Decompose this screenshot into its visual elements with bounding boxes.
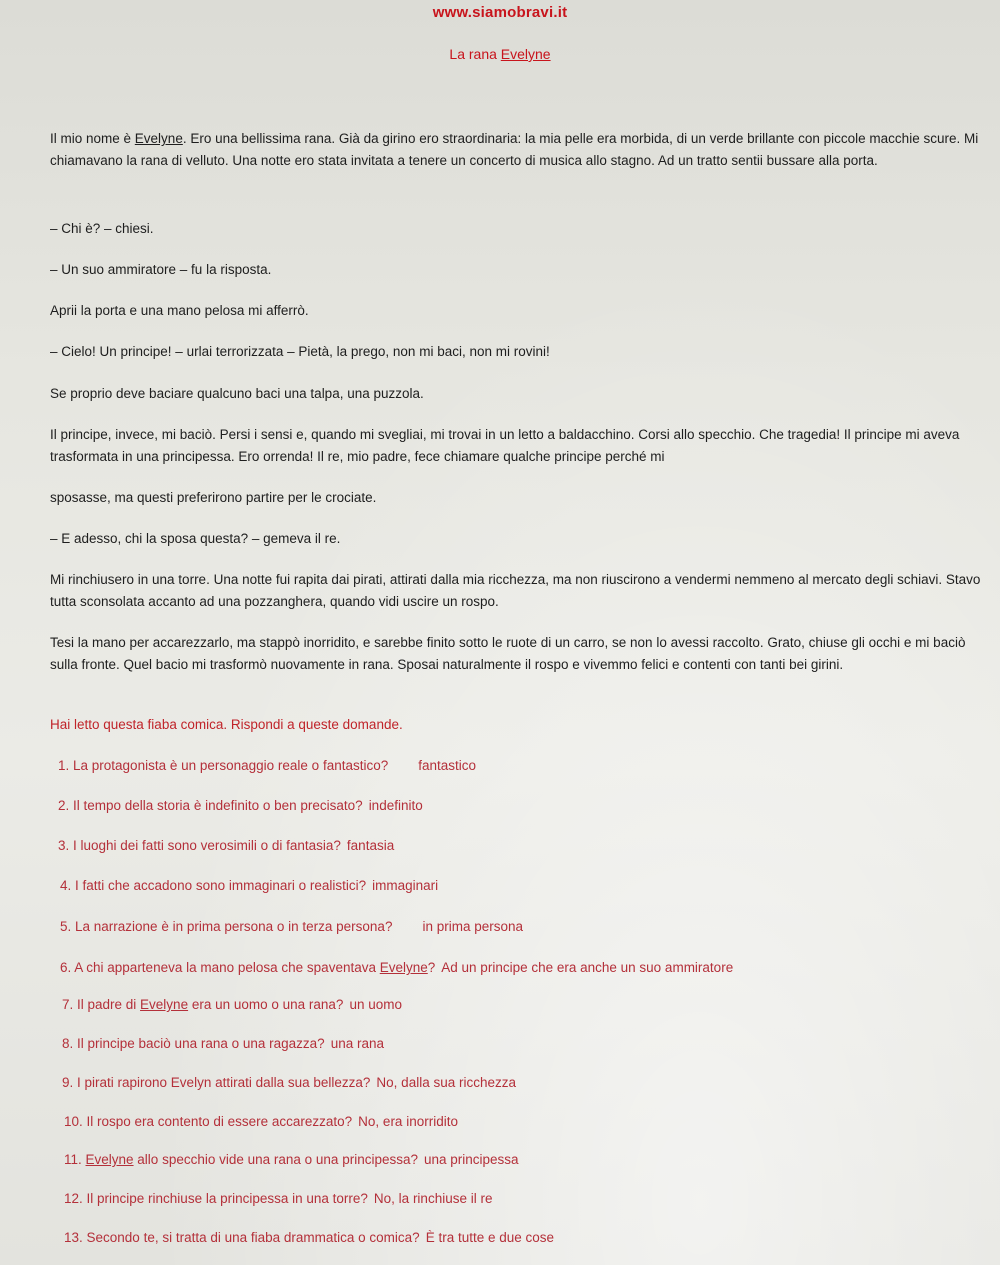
question-text-end: allo specchio vide una rana o una principessa? bbox=[133, 1152, 418, 1167]
story-paragraph-9: – E adesso, chi la sposa questa? – gemeva il re. bbox=[50, 531, 341, 546]
story-paragraph-6: Se proprio deve baciare qualcuno baci una talpa, una puzzola. bbox=[50, 386, 424, 401]
question-3 bbox=[58, 836, 394, 856]
story-title-prefix: La rana bbox=[449, 46, 501, 62]
answer-text: una principessa bbox=[423, 1152, 519, 1167]
question-text: 12. Il principe rinchiuse la principessa in una torre? bbox=[64, 1191, 368, 1206]
question-name: Evelyne bbox=[379, 960, 428, 975]
question-11 bbox=[64, 1150, 519, 1170]
question-text-end: ? bbox=[427, 960, 436, 975]
paragraph-1-start: Il mio nome è bbox=[50, 131, 135, 146]
story-paragraph-11: Tesi la mano per accarezzarlo, ma stappò inorridito, e sarebbe finito sotto le ruote di un carro, se non lo avessi raccolto. Grato, chiuse gli occhi e mi baciò sulla fronte. Quel bacio mi trasformò nuovamente in rana. Sposai naturalmente il rospo e vivemmo felici e contenti con tanti bei girini. bbox=[50, 635, 966, 672]
answer-text: in prima persona bbox=[422, 919, 524, 934]
question-text: 10. Il rospo era contento di essere accarezzato? bbox=[64, 1114, 353, 1129]
question-text: 3. I luoghi dei fatti sono verosimili o di fantasia? bbox=[58, 838, 341, 853]
question-text: 4. I fatti che accadono sono immaginari o realistici? bbox=[60, 878, 367, 893]
question-text-start: 7. Il padre di bbox=[62, 997, 141, 1012]
question-name: Evelyne bbox=[85, 1152, 134, 1167]
question-text: 8. Il principe baciò una rana o una ragazza? bbox=[62, 1036, 325, 1051]
answer-text: No, era inorridito bbox=[358, 1114, 458, 1129]
answer-text: No, dalla sua ricchezza bbox=[376, 1075, 516, 1090]
question-text-end: era un uomo o una rana? bbox=[188, 997, 344, 1012]
story-title-name: Evelyne bbox=[500, 46, 551, 62]
question-1 bbox=[58, 756, 476, 776]
question-9 bbox=[62, 1073, 516, 1093]
paragraph-1-rest: . Ero una bellissima rana. Già da girino ero straordinaria: la mia pelle era morbida, di un verde brillante con piccole macchie scure. Mi chiamavano la rana di velluto. Una notte ero stata invitata a tenere un concerto di musica allo stagno. Ad un tratto sentii bussare alla porta. bbox=[50, 131, 979, 168]
question-12 bbox=[64, 1189, 492, 1209]
question-text: 5. La narrazione è in prima persona o in terza persona? bbox=[60, 919, 393, 934]
question-10 bbox=[64, 1112, 458, 1132]
instructions: Hai letto questa fiaba comica. Rispondi a queste domande. bbox=[50, 717, 403, 732]
story-paragraph-2: – Chi è? – chiesi. bbox=[50, 221, 154, 236]
question-text: 1. La protagonista è un personaggio reale o fantastico? bbox=[58, 758, 389, 773]
answer-text: immaginari bbox=[372, 878, 439, 893]
story-paragraph-5: – Cielo! Un principe! – urlai terrorizzata – Pietà, la prego, non mi baci, non mi rovini! bbox=[50, 344, 550, 359]
question-6 bbox=[60, 958, 733, 978]
question-name: Evelyne bbox=[140, 997, 189, 1012]
question-5 bbox=[60, 917, 523, 937]
question-4 bbox=[60, 876, 438, 896]
answer-text: un uomo bbox=[349, 997, 402, 1012]
question-text: 2. Il tempo della storia è indefinito o ben precisato? bbox=[58, 798, 363, 813]
answer-text: fantasia bbox=[346, 838, 395, 853]
question-text-start: 11. bbox=[64, 1152, 86, 1167]
protagonist-name: Evelyne bbox=[134, 131, 183, 146]
question-8 bbox=[62, 1034, 384, 1054]
answer-text: Ad un principe che era anche un suo ammiratore bbox=[441, 960, 734, 975]
story-paragraph-3: – Un suo ammiratore – fu la risposta. bbox=[50, 262, 272, 277]
question-13 bbox=[64, 1228, 554, 1248]
story-paragraph-7: Il principe, invece, mi baciò. Persi i sensi e, quando mi svegliai, mi trovai in un letto a baldacchino. Corsi allo specchio. Che tragedia! Il principe mi aveva trasformata in una principessa. Ero orrenda! Il re, mio padre, fece chiamare qualche principe perché mi bbox=[50, 427, 960, 464]
site-url: www.siamobravi.it bbox=[432, 4, 568, 21]
question-text: 9. I pirati rapirono Evelyn attirati dalla sua bellezza? bbox=[62, 1075, 371, 1090]
story-paragraph-10: Mi rinchiusero in una torre. Una notte fui rapita dai pirati, attirati dalla mia ricchezza, ma non riuscirono a vendermi nemmeno al mercato degli schiavi. Stavo tutta sconsolata accanto ad una pozzanghera, quando vidi uscire un rospo. bbox=[50, 572, 981, 609]
question-2 bbox=[58, 796, 423, 816]
answer-text: fantastico bbox=[418, 758, 477, 773]
question-text: 13. Secondo te, si tratta di una fiaba drammatica o comica? bbox=[64, 1230, 420, 1245]
story-paragraph-4: Aprii la porta e una mano pelosa mi afferrò. bbox=[50, 303, 309, 318]
answer-text: No, la rinchiuse il re bbox=[373, 1191, 493, 1206]
answer-text: indefinito bbox=[368, 798, 423, 813]
story-title bbox=[0, 46, 1000, 62]
question-7 bbox=[62, 995, 402, 1015]
answer-text: È tra tutte e due cose bbox=[425, 1230, 555, 1245]
question-text-start: 6. A chi apparteneva la mano pelosa che spaventava bbox=[60, 960, 380, 975]
story-paragraph-1 bbox=[50, 128, 985, 172]
story-paragraph-8: sposasse, ma questi preferirono partire per le crociate. bbox=[50, 490, 377, 505]
answer-text: una rana bbox=[330, 1036, 384, 1051]
